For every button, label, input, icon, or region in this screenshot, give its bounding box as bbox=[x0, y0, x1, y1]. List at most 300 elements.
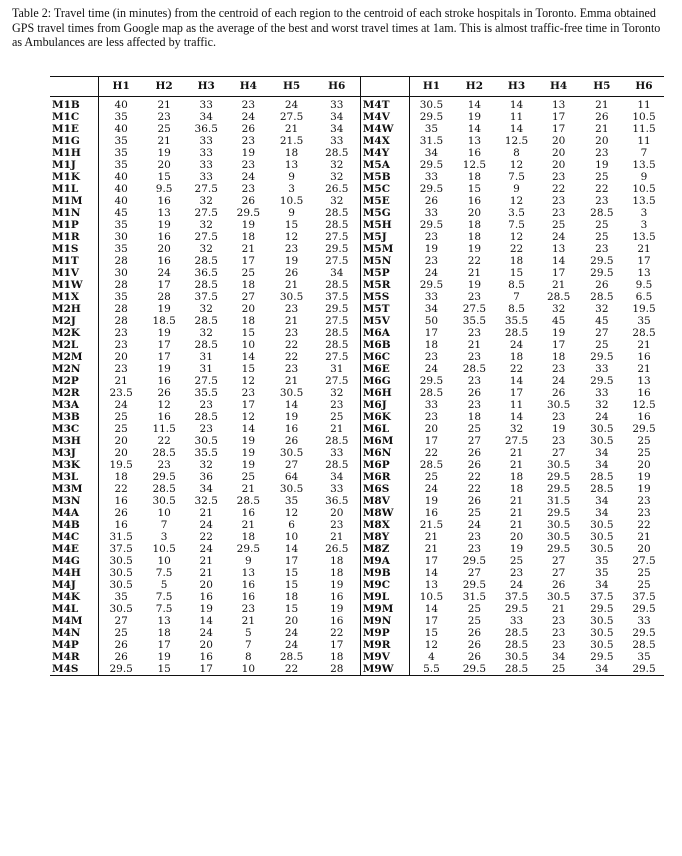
region-label: M9B bbox=[362, 567, 391, 579]
travel-time-cell: 25 bbox=[595, 219, 609, 231]
travel-time-cell: 19 bbox=[241, 447, 256, 459]
travel-time-cell: 28.5 bbox=[409, 459, 453, 471]
travel-time-cell: 29.5 bbox=[99, 663, 143, 676]
travel-time-cell: 25 bbox=[467, 507, 482, 519]
header-cell: H2 bbox=[155, 80, 173, 92]
travel-time-cell: 37.5 bbox=[590, 591, 614, 603]
travel-time-cell: 32 bbox=[199, 219, 213, 231]
travel-time-cell: 12 bbox=[509, 159, 524, 171]
travel-time-cell: 7.5 bbox=[155, 591, 173, 603]
travel-time-cell: 24 bbox=[551, 375, 566, 387]
travel-time-cell: 23 bbox=[551, 195, 566, 207]
region-label: M6L bbox=[362, 423, 390, 435]
travel-time-cell: 17 bbox=[409, 615, 453, 627]
travel-time-cell: 18 bbox=[284, 591, 299, 603]
travel-time-cell: 24 bbox=[409, 483, 453, 495]
region-label: M2L bbox=[52, 339, 79, 351]
travel-time-cell: 21 bbox=[241, 615, 256, 627]
travel-time-cell: 23 bbox=[467, 375, 482, 387]
table-caption: Table 2: Travel time (in minutes) from the centroid of each region to the centroid of each stroke hospitals in Toronto. Emma obtained GPS travel times from Google map as the average of the best and worst travel times at 1am. This is almost traffic-free time in Toronto as Ambulances are less affected by traffic. bbox=[12, 6, 661, 49]
travel-time-cell: 16 bbox=[199, 591, 213, 603]
travel-time-cell: 45 bbox=[99, 207, 143, 219]
region-label: M3K bbox=[52, 459, 81, 471]
travel-time-cell: 19 bbox=[409, 495, 453, 507]
travel-time-cell: 22 bbox=[314, 627, 361, 639]
travel-time-cell: 12.5 bbox=[504, 135, 529, 147]
region-label: M4V bbox=[362, 111, 390, 123]
travel-time-cell: 15 bbox=[241, 363, 256, 375]
travel-time-cell: 25 bbox=[99, 627, 143, 639]
region-label: M6N bbox=[362, 447, 392, 459]
travel-time-cell: 29.5 bbox=[632, 627, 656, 639]
travel-time-cell: 35 bbox=[99, 135, 143, 147]
travel-time-cell: 18 bbox=[467, 411, 482, 423]
header-cell: H2 bbox=[465, 80, 484, 92]
travel-time-cell: 7.5 bbox=[508, 219, 525, 231]
travel-time-cell: 37.5 bbox=[99, 543, 143, 555]
travel-time-cell: 21 bbox=[314, 423, 361, 435]
travel-time-cell: 13 bbox=[157, 207, 171, 219]
travel-time-cell: 30.5 bbox=[590, 435, 614, 447]
travel-time-cell: 24 bbox=[284, 627, 299, 639]
travel-time-cell: 27 bbox=[551, 555, 566, 567]
table-row bbox=[50, 507, 664, 519]
travel-time-cell: 19 bbox=[157, 651, 171, 663]
travel-time-cell: 23 bbox=[284, 303, 299, 315]
travel-time-cell: 16 bbox=[284, 423, 299, 435]
region-label: M6M bbox=[362, 435, 394, 447]
region-label: M1W bbox=[52, 279, 83, 291]
travel-time-cell: 31 bbox=[314, 363, 361, 375]
travel-time-cell: 15 bbox=[157, 171, 171, 183]
travel-time-cell: 22 bbox=[637, 519, 651, 531]
travel-time-cell: 16 bbox=[314, 591, 361, 603]
table-row bbox=[50, 351, 664, 363]
table-row bbox=[50, 291, 664, 303]
travel-time-cell: 30.5 bbox=[546, 591, 571, 603]
travel-time-cell: 23 bbox=[551, 363, 566, 375]
travel-time-cell: 17 bbox=[409, 555, 453, 567]
travel-time-cell: 23 bbox=[409, 231, 453, 243]
travel-time-cell: 23 bbox=[551, 615, 566, 627]
travel-time-cell: 26 bbox=[467, 495, 482, 507]
travel-time-cell: 25 bbox=[637, 447, 651, 459]
travel-time-cell: 34 bbox=[314, 471, 361, 483]
travel-time-cell: 14 bbox=[551, 255, 566, 267]
travel-time-cell: 8.5 bbox=[508, 303, 525, 315]
travel-time-cell: 31 bbox=[199, 363, 213, 375]
travel-time-cell: 26 bbox=[467, 627, 482, 639]
travel-time-cell: 24 bbox=[284, 639, 299, 651]
travel-time-cell: 35.5 bbox=[462, 315, 487, 327]
travel-time-cell: 34 bbox=[551, 651, 566, 663]
region-label: M4L bbox=[52, 603, 79, 615]
travel-time-cell: 10.5 bbox=[152, 543, 176, 555]
travel-time-cell: 12 bbox=[509, 231, 524, 243]
travel-time-cell: 33 bbox=[595, 363, 609, 375]
table-row bbox=[50, 471, 664, 483]
table-row bbox=[50, 159, 664, 171]
travel-time-cell: 22 bbox=[284, 351, 299, 363]
travel-time-cell: 29.5 bbox=[590, 255, 614, 267]
region-label: M6H bbox=[362, 387, 392, 399]
travel-time-cell: 29.5 bbox=[546, 507, 571, 519]
travel-time-cell: 28 bbox=[99, 315, 143, 327]
table-row bbox=[50, 327, 664, 339]
travel-time-cell: 14 bbox=[199, 615, 213, 627]
region-label: M4J bbox=[52, 579, 76, 591]
travel-time-cell: 28.5 bbox=[504, 663, 529, 675]
travel-time-cell: 33 bbox=[637, 615, 651, 627]
travel-time-cell: 25 bbox=[409, 471, 453, 483]
table-row bbox=[50, 639, 664, 651]
travel-time-cell: 18 bbox=[241, 279, 256, 291]
table-row bbox=[50, 579, 664, 591]
travel-time-cell: 22 bbox=[157, 435, 171, 447]
travel-time-cell: 26 bbox=[241, 123, 256, 135]
travel-time-cell: 29.5 bbox=[462, 579, 487, 591]
travel-time-cell: 32 bbox=[199, 243, 213, 255]
region-label: M9L bbox=[362, 591, 390, 603]
travel-time-cell: 20 bbox=[637, 459, 651, 471]
travel-time-cell: 16 bbox=[409, 507, 453, 519]
travel-time-cell: 29.5 bbox=[546, 483, 571, 495]
travel-time-cell: 25 bbox=[467, 423, 482, 435]
travel-time-cell: 16 bbox=[314, 615, 361, 627]
travel-time-cell: 25 bbox=[595, 231, 609, 243]
travel-time-cell: 30.5 bbox=[99, 603, 143, 615]
travel-time-cell: 32 bbox=[199, 327, 213, 339]
travel-time-cell: 16 bbox=[199, 651, 213, 663]
travel-time-cell: 12 bbox=[157, 399, 171, 411]
region-label: M9V bbox=[362, 651, 390, 663]
travel-time-cell: 28.5 bbox=[504, 639, 529, 651]
travel-time-cell: 30.5 bbox=[99, 567, 143, 579]
travel-time-cell: 30.5 bbox=[546, 399, 571, 411]
travel-time-cell: 32 bbox=[314, 171, 361, 183]
region-label: M4P bbox=[52, 639, 79, 651]
travel-time-cell: 23 bbox=[467, 351, 482, 363]
travel-time-cell: 23 bbox=[241, 603, 256, 615]
travel-time-cell: 20 bbox=[99, 351, 143, 363]
travel-time-cell: 33 bbox=[409, 171, 453, 183]
table-row bbox=[50, 447, 664, 459]
travel-time-cell: 3 bbox=[288, 183, 295, 195]
region-label: M1K bbox=[52, 171, 81, 183]
travel-time-cell: 34 bbox=[199, 111, 213, 123]
travel-time-cell: 27.5 bbox=[194, 183, 218, 195]
travel-time-cell: 11.5 bbox=[152, 423, 176, 435]
travel-time-cell: 35 bbox=[409, 123, 453, 135]
table-row bbox=[50, 459, 664, 471]
travel-time-cell: 15 bbox=[157, 663, 171, 675]
travel-time-cell: 23 bbox=[157, 459, 171, 471]
travel-time-cell: 25 bbox=[467, 603, 482, 615]
travel-time-cell: 19 bbox=[409, 243, 453, 255]
travel-time-cell: 21 bbox=[509, 495, 524, 507]
region-label: M5R bbox=[362, 279, 391, 291]
travel-time-cell: 11 bbox=[509, 399, 524, 411]
travel-time-cell: 27 bbox=[551, 447, 566, 459]
travel-time-cell: 28.5 bbox=[590, 471, 614, 483]
travel-time-cell: 24 bbox=[199, 627, 213, 639]
travel-time-cell: 23.5 bbox=[99, 387, 143, 399]
travel-time-cell: 12 bbox=[284, 507, 299, 519]
travel-time-cell: 34 bbox=[314, 267, 361, 279]
travel-time-cell: 25 bbox=[241, 471, 256, 483]
travel-time-cell: 21 bbox=[241, 519, 256, 531]
travel-time-cell: 27.5 bbox=[194, 207, 218, 219]
travel-time-cell: 28.5 bbox=[590, 291, 614, 303]
region-label: M6P bbox=[362, 459, 390, 471]
travel-time-cell: 17 bbox=[409, 435, 453, 447]
travel-time-cell: 27 bbox=[241, 291, 256, 303]
travel-time-cell: 18 bbox=[509, 351, 524, 363]
travel-time-cell: 16 bbox=[241, 591, 256, 603]
table-row bbox=[50, 375, 664, 387]
travel-time-cell: 33 bbox=[199, 135, 213, 147]
travel-time-cell: 26 bbox=[99, 639, 143, 651]
region-label: M5V bbox=[362, 315, 390, 327]
region-label: M9M bbox=[362, 603, 394, 615]
travel-time-cell: 25 bbox=[595, 339, 609, 351]
travel-time-cell: 16 bbox=[467, 147, 482, 159]
travel-time-cell: 24 bbox=[241, 111, 256, 123]
travel-time-cell: 28.5 bbox=[152, 447, 176, 459]
travel-time-cell: 27.5 bbox=[194, 231, 218, 243]
region-label: M1N bbox=[52, 207, 81, 219]
travel-time-cell: 35 bbox=[284, 495, 299, 507]
travel-time-cell: 28.5 bbox=[194, 255, 218, 267]
region-label: M5N bbox=[362, 255, 392, 267]
travel-time-cell: 5.5 bbox=[409, 663, 453, 676]
travel-time-cell: 19 bbox=[157, 219, 171, 231]
header-cell: H4 bbox=[239, 80, 257, 92]
travel-time-cell: 30.5 bbox=[590, 543, 614, 555]
travel-time-cell: 17 bbox=[284, 555, 299, 567]
travel-time-cell: 31.5 bbox=[409, 135, 453, 147]
travel-time-cell: 23 bbox=[551, 411, 566, 423]
travel-time-cell: 32 bbox=[314, 387, 361, 399]
travel-time-cell: 26.5 bbox=[314, 543, 361, 555]
travel-time-cell: 17 bbox=[241, 255, 256, 267]
travel-time-cell: 21 bbox=[551, 279, 566, 291]
travel-time-cell: 30.5 bbox=[546, 531, 571, 543]
travel-time-cell: 20 bbox=[551, 135, 566, 147]
travel-time-cell: 35.5 bbox=[504, 315, 529, 327]
travel-time-cell: 34 bbox=[595, 663, 609, 675]
travel-time-cell: 9 bbox=[513, 183, 520, 195]
travel-time-cell: 35 bbox=[99, 147, 143, 159]
travel-time-cell: 21 bbox=[409, 531, 453, 543]
travel-time-cell: 16 bbox=[99, 519, 143, 531]
header-cell: H3 bbox=[507, 80, 526, 92]
region-label: M2K bbox=[52, 327, 81, 339]
travel-time-cell: 13 bbox=[241, 567, 256, 579]
travel-time-cell: 20 bbox=[199, 639, 213, 651]
travel-time-cell: 36.5 bbox=[194, 123, 218, 135]
travel-time-cell: 22 bbox=[467, 471, 482, 483]
travel-time-cell: 23 bbox=[551, 435, 566, 447]
travel-time-cell: 33 bbox=[314, 97, 361, 112]
travel-time-cell: 32.5 bbox=[194, 495, 218, 507]
travel-time-cell: 35 bbox=[99, 291, 143, 303]
travel-time-cell: 7 bbox=[513, 291, 520, 303]
travel-time-cell: 13.5 bbox=[632, 195, 656, 207]
travel-time-cell: 37.5 bbox=[314, 291, 361, 303]
travel-time-cell: 4 bbox=[409, 651, 453, 663]
travel-time-cell: 24 bbox=[551, 231, 566, 243]
travel-time-cell: 26 bbox=[467, 651, 482, 663]
travel-time-cell: 21 bbox=[284, 315, 299, 327]
travel-time-cell: 17 bbox=[637, 255, 651, 267]
travel-time-cell: 7.5 bbox=[155, 603, 173, 615]
travel-time-cell: 27.5 bbox=[314, 255, 361, 267]
travel-time-cell: 32 bbox=[199, 195, 213, 207]
travel-time-cell: 27.5 bbox=[314, 375, 361, 387]
travel-time-cell: 20 bbox=[467, 207, 482, 219]
travel-time-cell: 21 bbox=[284, 279, 299, 291]
travel-time-cell: 24 bbox=[241, 171, 256, 183]
region-label: M2P bbox=[52, 375, 79, 387]
travel-time-cell: 12.5 bbox=[632, 399, 656, 411]
table-row bbox=[50, 543, 664, 555]
table-row bbox=[50, 399, 664, 411]
travel-time-cell: 28.5 bbox=[236, 495, 261, 507]
travel-time-cell: 21 bbox=[284, 123, 299, 135]
table-row bbox=[50, 219, 664, 231]
travel-time-cell: 19 bbox=[284, 411, 299, 423]
travel-time-cell: 29.5 bbox=[314, 303, 361, 315]
travel-time-cell: 22 bbox=[99, 483, 143, 495]
travel-time-cell: 37.5 bbox=[504, 591, 529, 603]
travel-time-cell: 16 bbox=[637, 411, 651, 423]
travel-time-cell: 23 bbox=[99, 363, 143, 375]
travel-time-cell: 35.5 bbox=[194, 387, 218, 399]
travel-time-cell: 28.5 bbox=[632, 327, 656, 339]
travel-time-cell: 30.5 bbox=[504, 651, 529, 663]
travel-time-cell: 24 bbox=[409, 267, 453, 279]
travel-time-cell: 18 bbox=[99, 471, 143, 483]
region-label: M5P bbox=[362, 267, 390, 279]
travel-time-cell: 19 bbox=[157, 327, 171, 339]
travel-time-cell: 3 bbox=[160, 531, 168, 543]
travel-time-cell: 20 bbox=[157, 159, 171, 171]
travel-time-cell: 18 bbox=[467, 219, 482, 231]
travel-time-cell: 9 bbox=[640, 171, 648, 183]
region-label: M9A bbox=[362, 555, 390, 567]
travel-time-cell: 16 bbox=[637, 351, 651, 363]
travel-time-cell: 27.5 bbox=[314, 231, 361, 243]
region-label: M5J bbox=[362, 231, 387, 243]
region-label: M6C bbox=[362, 351, 391, 363]
travel-time-cell: 27 bbox=[467, 567, 482, 579]
travel-time-cell: 25 bbox=[241, 267, 256, 279]
travel-time-cell: 23 bbox=[467, 543, 482, 555]
table-row bbox=[50, 567, 664, 579]
travel-time-cell: 23 bbox=[157, 111, 171, 123]
travel-time-cell: 19 bbox=[637, 471, 651, 483]
travel-time-cell: 13 bbox=[157, 615, 171, 627]
travel-time-cell: 23 bbox=[199, 423, 213, 435]
travel-time-cell: 21 bbox=[595, 99, 609, 111]
travel-time-cell: 18 bbox=[409, 339, 453, 351]
travel-time-cell: 19.5 bbox=[632, 303, 656, 315]
travel-time-cell: 22 bbox=[284, 339, 299, 351]
travel-time-cell: 3 bbox=[640, 219, 648, 231]
travel-time-cell: 40 bbox=[99, 123, 143, 135]
header-cell: H6 bbox=[314, 77, 361, 97]
region-label: M3A bbox=[52, 399, 80, 411]
table-row bbox=[50, 495, 664, 507]
region-label: M6A bbox=[362, 327, 390, 339]
travel-time-cell: 17 bbox=[551, 267, 566, 279]
travel-time-cell: 23 bbox=[241, 387, 256, 399]
table-row bbox=[50, 279, 664, 291]
travel-time-cell: 21 bbox=[509, 447, 524, 459]
travel-time-cell: 28.5 bbox=[314, 327, 361, 339]
region-label: M5S bbox=[362, 291, 390, 303]
table-row bbox=[50, 111, 664, 123]
region-label: M4R bbox=[52, 651, 80, 663]
travel-time-cell: 34 bbox=[409, 147, 453, 159]
table-row bbox=[50, 97, 664, 112]
travel-time-cell: 27.5 bbox=[314, 351, 361, 363]
table-row bbox=[50, 171, 664, 183]
travel-time-cell: 27.5 bbox=[632, 555, 656, 567]
travel-time-cell: 26 bbox=[467, 639, 482, 651]
travel-time-cell: 34 bbox=[314, 123, 361, 135]
travel-time-cell: 13 bbox=[551, 99, 566, 111]
travel-time-cell: 35 bbox=[99, 159, 143, 171]
travel-time-cell: 16 bbox=[241, 579, 256, 591]
table-row bbox=[50, 555, 664, 567]
travel-time-cell: 33 bbox=[595, 387, 609, 399]
travel-time-cell: 26 bbox=[467, 459, 482, 471]
region-label: M4G bbox=[52, 555, 80, 567]
travel-time-cell: 16 bbox=[157, 375, 171, 387]
travel-time-cell: 6.5 bbox=[635, 291, 653, 303]
travel-time-cell: 28 bbox=[157, 291, 171, 303]
travel-time-cell: 22 bbox=[284, 663, 299, 675]
travel-time-cell: 29.5 bbox=[409, 279, 453, 291]
travel-time-cell: 10 bbox=[157, 555, 171, 567]
travel-time-cell: 28.5 bbox=[314, 459, 361, 471]
travel-time-cell: 23 bbox=[99, 339, 143, 351]
region-label: M5M bbox=[362, 243, 394, 255]
travel-time-cell: 17 bbox=[409, 327, 453, 339]
travel-time-cell: 26 bbox=[409, 195, 453, 207]
region-label: M6E bbox=[362, 363, 390, 375]
travel-time-cell: 16 bbox=[157, 411, 171, 423]
table-row bbox=[50, 147, 664, 159]
travel-time-cell: 31.5 bbox=[546, 495, 571, 507]
travel-time-cell: 35 bbox=[99, 219, 143, 231]
region-label: M9N bbox=[362, 615, 392, 627]
travel-time-cell: 45 bbox=[551, 315, 566, 327]
travel-time-cell: 24 bbox=[509, 339, 524, 351]
travel-time-cell: 18 bbox=[467, 171, 482, 183]
travel-time-cell: 36.5 bbox=[194, 267, 218, 279]
travel-time-cell: 19 bbox=[467, 279, 482, 291]
travel-time-cell: 9.5 bbox=[635, 279, 653, 291]
travel-time-cell: 16 bbox=[241, 507, 256, 519]
travel-time-cell: 29.5 bbox=[409, 219, 453, 231]
travel-time-cell: 28 bbox=[314, 663, 361, 676]
travel-time-cell: 19 bbox=[241, 459, 256, 471]
travel-time-cell: 25 bbox=[551, 663, 566, 675]
travel-time-cell: 16 bbox=[157, 195, 171, 207]
